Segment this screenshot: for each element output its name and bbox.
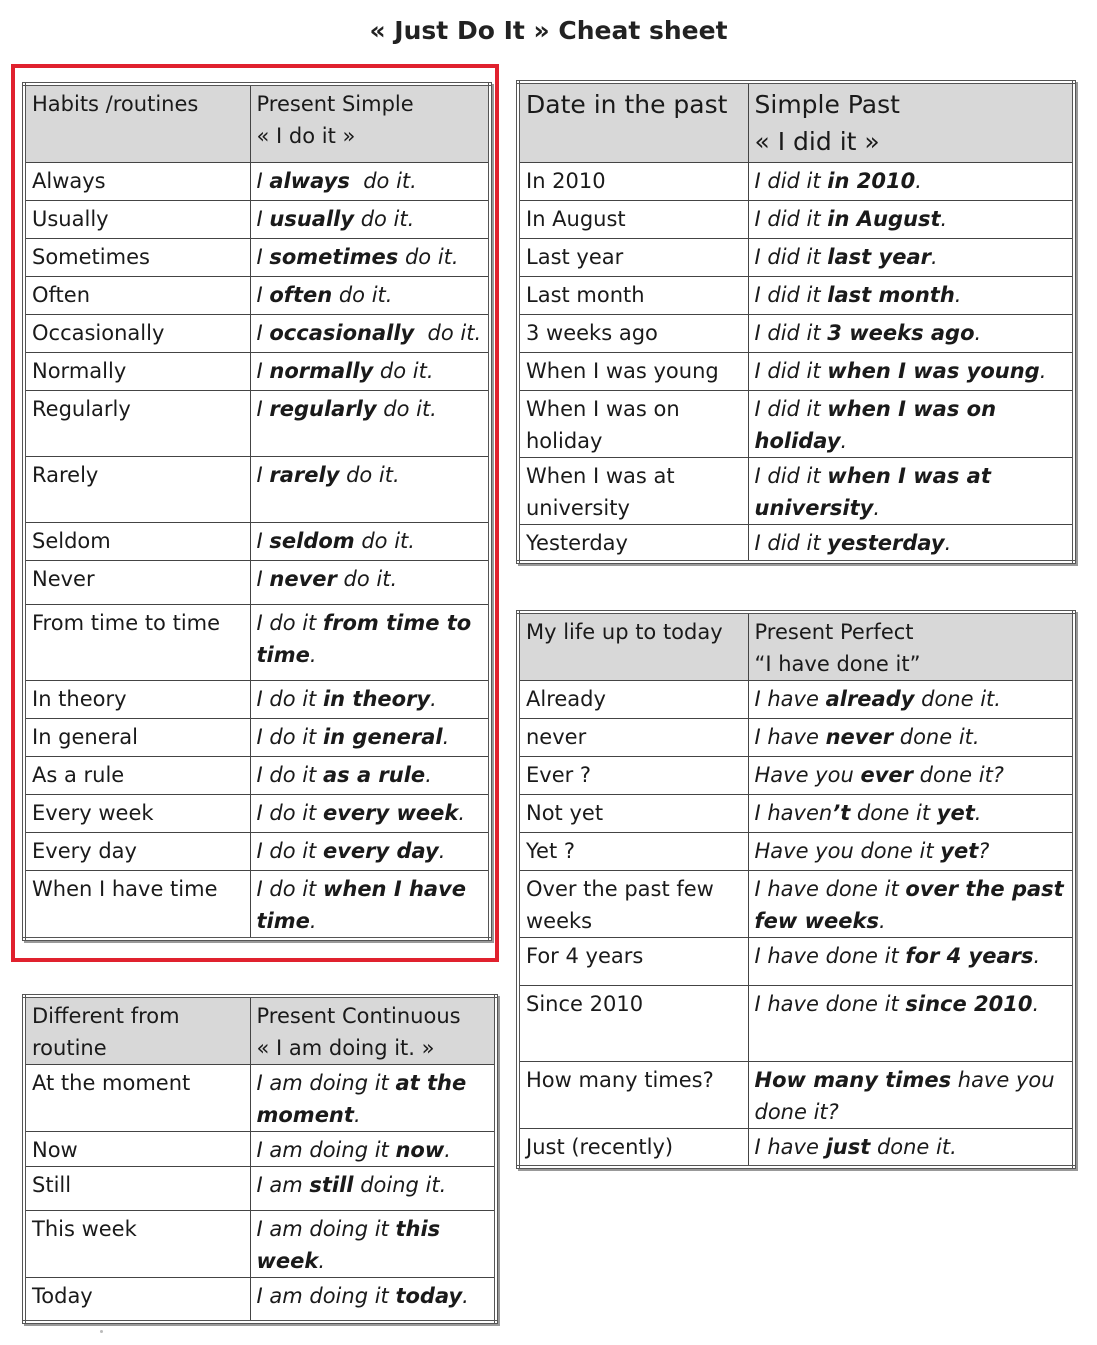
example-cell — [748, 1129, 1074, 1167]
table-row — [24, 1278, 496, 1322]
adverb-cell: Last year — [518, 238, 748, 276]
example-text: . — [1032, 992, 1040, 1016]
example-keyword: just — [825, 1135, 871, 1159]
adverb-cell: Usually — [24, 200, 250, 238]
example-cell — [748, 200, 1074, 238]
example-text: I did it — [754, 244, 828, 269]
example-keyword: never — [269, 566, 337, 591]
table-row — [518, 986, 1074, 1062]
table-row — [518, 795, 1074, 833]
example-keyword: How many times — [754, 1068, 952, 1092]
example-text: I have done it — [754, 992, 906, 1016]
example-cell — [748, 938, 1074, 986]
adverb-cell: For 4 years — [518, 938, 748, 986]
example-text: . — [940, 206, 948, 231]
example-text: . — [309, 642, 317, 667]
example-text: I — [256, 282, 270, 307]
example-text: I did it — [754, 168, 828, 193]
example-text: . — [458, 800, 466, 825]
header-cell: Present Simple « I do it » — [250, 84, 490, 162]
example-text: . — [974, 320, 982, 345]
adverb-cell: Every week — [24, 794, 250, 832]
example-keyword: often — [269, 282, 333, 307]
adverb-cell: Sometimes — [24, 238, 250, 276]
example-text: I have — [754, 687, 826, 711]
table-row — [24, 1065, 496, 1132]
adverb-cell: How many times? — [518, 1062, 748, 1129]
example-keyword: always — [269, 168, 350, 193]
table-row — [518, 871, 1074, 938]
example-text: do it. — [373, 358, 434, 383]
adverb-cell: Not yet — [518, 795, 748, 833]
example-text: I did it — [754, 282, 828, 307]
example-text: . — [430, 686, 437, 711]
adverb-cell: never — [518, 719, 748, 757]
example-text: Have you done it — [754, 839, 941, 863]
example-keyword: in general — [322, 724, 443, 749]
table-row — [518, 681, 1074, 719]
example-keyword: regularly — [269, 396, 377, 421]
header-cell: My life up to today — [518, 612, 748, 681]
example-keyword: when I was on holiday — [754, 396, 1004, 453]
example-keyword: this week — [256, 1217, 448, 1273]
page-title: « Just Do It » Cheat sheet — [369, 16, 728, 45]
table-row — [518, 457, 1074, 524]
example-text: I have done it — [754, 944, 906, 968]
table-row — [518, 524, 1074, 562]
adverb-cell: Regularly — [24, 390, 250, 456]
example-cell — [748, 524, 1074, 562]
example-text: . — [438, 838, 446, 863]
example-text: I do it — [256, 876, 323, 901]
adverb-cell: Yet ? — [518, 833, 748, 871]
example-keyword: at the moment — [256, 1071, 474, 1127]
example-keyword: never — [825, 725, 894, 749]
example-text: do it. — [354, 206, 415, 231]
example-keyword: occasionally — [269, 320, 415, 345]
example-text: . — [840, 428, 848, 453]
example-text: I did it — [754, 530, 828, 555]
highlight-box — [11, 64, 499, 962]
example-cell — [748, 833, 1074, 871]
adverb-cell: Last month — [518, 276, 748, 314]
header-cell: Different from routine — [24, 996, 250, 1065]
example-text: I did it — [754, 320, 828, 345]
example-text: do it. — [398, 244, 459, 269]
example-text: do it. — [354, 528, 415, 553]
example-text: I — [256, 528, 270, 553]
adverb-cell: This week — [24, 1211, 250, 1278]
example-text: I do it — [256, 724, 323, 749]
table-row — [518, 938, 1074, 986]
adverb-cell: In general — [24, 718, 250, 756]
example-text: . — [1039, 358, 1047, 383]
table-row — [518, 314, 1074, 352]
example-cell — [748, 352, 1074, 390]
example-keyword: over the past few weeks — [754, 877, 1072, 933]
adverb-cell: Never — [24, 560, 250, 604]
adverb-cell: When I was on holiday — [518, 390, 748, 457]
example-text: . — [873, 495, 880, 520]
adverb-cell: Still — [24, 1167, 250, 1211]
example-cell — [250, 1167, 496, 1211]
scan-speck — [100, 1330, 103, 1333]
adverb-cell: Often — [24, 276, 250, 314]
example-text: I do it — [256, 686, 323, 711]
example-cell — [748, 390, 1074, 457]
adverb-cell: Seldom — [24, 522, 250, 560]
example-text: do it. — [332, 282, 393, 307]
table-header-row — [518, 82, 1074, 162]
example-text: I have — [754, 1135, 826, 1159]
example-keyword: in August — [827, 206, 941, 231]
adverb-cell: Yesterday — [518, 524, 748, 562]
example-cell — [748, 757, 1074, 795]
adverb-cell: When I have time — [24, 870, 250, 939]
example-keyword: yesterday — [827, 530, 945, 555]
example-text: I — [256, 320, 270, 345]
example-text: do it. — [349, 168, 417, 193]
table-row — [518, 1062, 1074, 1129]
example-text: I did it — [754, 358, 828, 383]
example-text: I — [256, 168, 270, 193]
example-text: do it. — [414, 320, 482, 345]
example-cell — [748, 795, 1074, 833]
example-keyword: ’t — [832, 801, 851, 825]
example-text: . — [353, 1103, 361, 1127]
table-row — [518, 276, 1074, 314]
example-keyword: as a rule — [322, 762, 426, 787]
example-keyword: still — [309, 1173, 354, 1197]
example-text: I — [256, 206, 270, 231]
example-text: . — [462, 1284, 469, 1308]
example-text: . — [944, 530, 952, 555]
example-text: done it. — [893, 725, 980, 749]
example-cell — [748, 871, 1074, 938]
example-cell — [250, 1278, 496, 1322]
example-text: done it. — [870, 1135, 957, 1159]
table-row — [518, 390, 1074, 457]
example-keyword: every week — [322, 800, 459, 825]
adverb-cell: 3 weeks ago — [518, 314, 748, 352]
example-text: Have you — [754, 763, 861, 787]
adverb-cell: Today — [24, 1278, 250, 1322]
table-row — [24, 1211, 496, 1278]
example-text: I have done it — [754, 877, 906, 901]
example-keyword: rarely — [269, 462, 340, 487]
header-cell: Present Perfect “I have done it” — [748, 612, 1074, 681]
example-cell — [748, 457, 1074, 524]
example-keyword: last year — [827, 244, 931, 269]
example-text: . — [442, 724, 450, 749]
adverb-cell: Always — [24, 162, 250, 200]
adverb-cell: In 2010 — [518, 162, 748, 200]
example-text: doing it. — [353, 1173, 447, 1197]
example-text: I do it — [256, 762, 323, 787]
table-row — [518, 757, 1074, 795]
example-cell — [748, 719, 1074, 757]
example-cell — [748, 276, 1074, 314]
example-keyword: when I was at university — [754, 463, 999, 520]
example-text: I haven — [754, 801, 833, 825]
example-keyword: every day — [322, 838, 439, 863]
example-cell — [748, 314, 1074, 352]
example-text: I — [256, 358, 270, 383]
adverb-cell: Every day — [24, 832, 250, 870]
example-text: I — [256, 566, 270, 591]
example-text: I — [256, 244, 270, 269]
example-keyword: yet — [936, 801, 975, 825]
example-text: have you done it? — [754, 1068, 1062, 1124]
adverb-cell: Rarely — [24, 456, 250, 522]
example-text: . — [930, 244, 938, 269]
example-text: do it. — [336, 566, 398, 591]
adverb-cell: Occasionally — [24, 314, 250, 352]
example-cell — [250, 1211, 496, 1278]
example-keyword: when I have time — [256, 876, 474, 933]
header-cell: Present Continuous « I am doing it. » — [250, 996, 496, 1065]
adverb-cell: As a rule — [24, 756, 250, 794]
example-keyword: in theory — [322, 686, 431, 711]
table-row — [518, 162, 1074, 200]
example-keyword: for 4 years — [905, 944, 1034, 968]
example-keyword: already — [825, 687, 915, 711]
table-row — [24, 1167, 496, 1211]
adverb-cell: Over the past few weeks — [518, 871, 748, 938]
example-cell — [748, 238, 1074, 276]
table-row — [24, 1132, 496, 1167]
example-text: done it — [850, 801, 937, 825]
present-perfect-table — [516, 610, 1076, 1169]
table-row — [518, 200, 1074, 238]
adverb-cell: Since 2010 — [518, 986, 748, 1062]
example-keyword: today — [395, 1284, 463, 1308]
example-text: do it. — [339, 462, 400, 487]
example-cell — [748, 162, 1074, 200]
example-text: I am doing it — [256, 1138, 396, 1162]
table-row — [518, 833, 1074, 871]
example-keyword: last month — [827, 282, 955, 307]
example-cell — [748, 986, 1074, 1062]
example-text: . — [954, 282, 962, 307]
adverb-cell: In theory — [24, 680, 250, 718]
example-text: I did it — [754, 396, 828, 421]
example-text: do it. — [376, 396, 437, 421]
adverb-cell: From time to time — [24, 604, 250, 680]
example-text: I am doing it — [256, 1284, 396, 1308]
example-keyword: seldom — [269, 528, 355, 553]
example-keyword: when I was young — [827, 358, 1040, 383]
example-keyword: sometimes — [269, 244, 399, 269]
example-text: I do it — [256, 838, 323, 863]
example-keyword: ever — [860, 763, 913, 787]
example-text: . — [1033, 944, 1041, 968]
table-row — [518, 719, 1074, 757]
example-keyword: from time to time — [256, 610, 479, 667]
example-text: I do it — [256, 610, 323, 635]
example-text: . — [444, 1138, 451, 1162]
adverb-cell: Already — [518, 681, 748, 719]
example-cell — [748, 681, 1074, 719]
adverb-cell: When I was at university — [518, 457, 748, 524]
example-cell — [748, 1062, 1074, 1129]
example-keyword: yet — [940, 839, 979, 863]
example-text: . — [309, 908, 317, 933]
adverb-cell: At the moment — [24, 1065, 250, 1132]
example-text: I do it — [256, 800, 323, 825]
example-text: I — [256, 396, 270, 421]
table-row — [518, 238, 1074, 276]
example-text: done it? — [912, 763, 1004, 787]
example-text: I am — [256, 1173, 310, 1197]
adverb-cell: Normally — [24, 352, 250, 390]
example-cell — [250, 1065, 496, 1132]
example-text: I did it — [754, 206, 828, 231]
table-row — [518, 1129, 1074, 1167]
header-cell: Simple Past « I did it » — [748, 82, 1074, 162]
example-text: . — [915, 168, 922, 193]
adverb-cell: In August — [518, 200, 748, 238]
example-keyword: normally — [269, 358, 374, 383]
table-row — [518, 352, 1074, 390]
example-text: . — [425, 762, 432, 787]
example-keyword: 3 weeks ago — [827, 320, 975, 345]
simple-past-table — [516, 80, 1076, 564]
example-text: I — [256, 462, 270, 487]
example-text: I am doing it — [256, 1217, 396, 1241]
adverb-cell: Just (recently) — [518, 1129, 748, 1167]
example-text: . — [878, 909, 886, 933]
example-keyword: in 2010 — [827, 168, 916, 193]
table-header-row — [518, 612, 1074, 681]
present-continuous-table — [22, 994, 498, 1324]
example-text: I am doing it — [256, 1071, 396, 1095]
header-cell: Habits /routines — [24, 84, 250, 162]
example-text: ? — [978, 839, 990, 863]
adverb-cell: Now — [24, 1132, 250, 1167]
example-text: done it. — [914, 687, 1001, 711]
example-text: I have — [754, 725, 826, 749]
header-cell: Date in the past — [518, 82, 748, 162]
table-header-row — [24, 996, 496, 1065]
adverb-cell: When I was young — [518, 352, 748, 390]
example-keyword: since 2010 — [905, 992, 1033, 1016]
example-cell — [250, 1132, 496, 1167]
example-keyword: now — [395, 1138, 445, 1162]
example-keyword: usually — [269, 206, 355, 231]
example-text: . — [318, 1249, 326, 1273]
adverb-cell: Ever ? — [518, 757, 748, 795]
example-text: I did it — [754, 463, 828, 488]
example-text: . — [974, 801, 982, 825]
